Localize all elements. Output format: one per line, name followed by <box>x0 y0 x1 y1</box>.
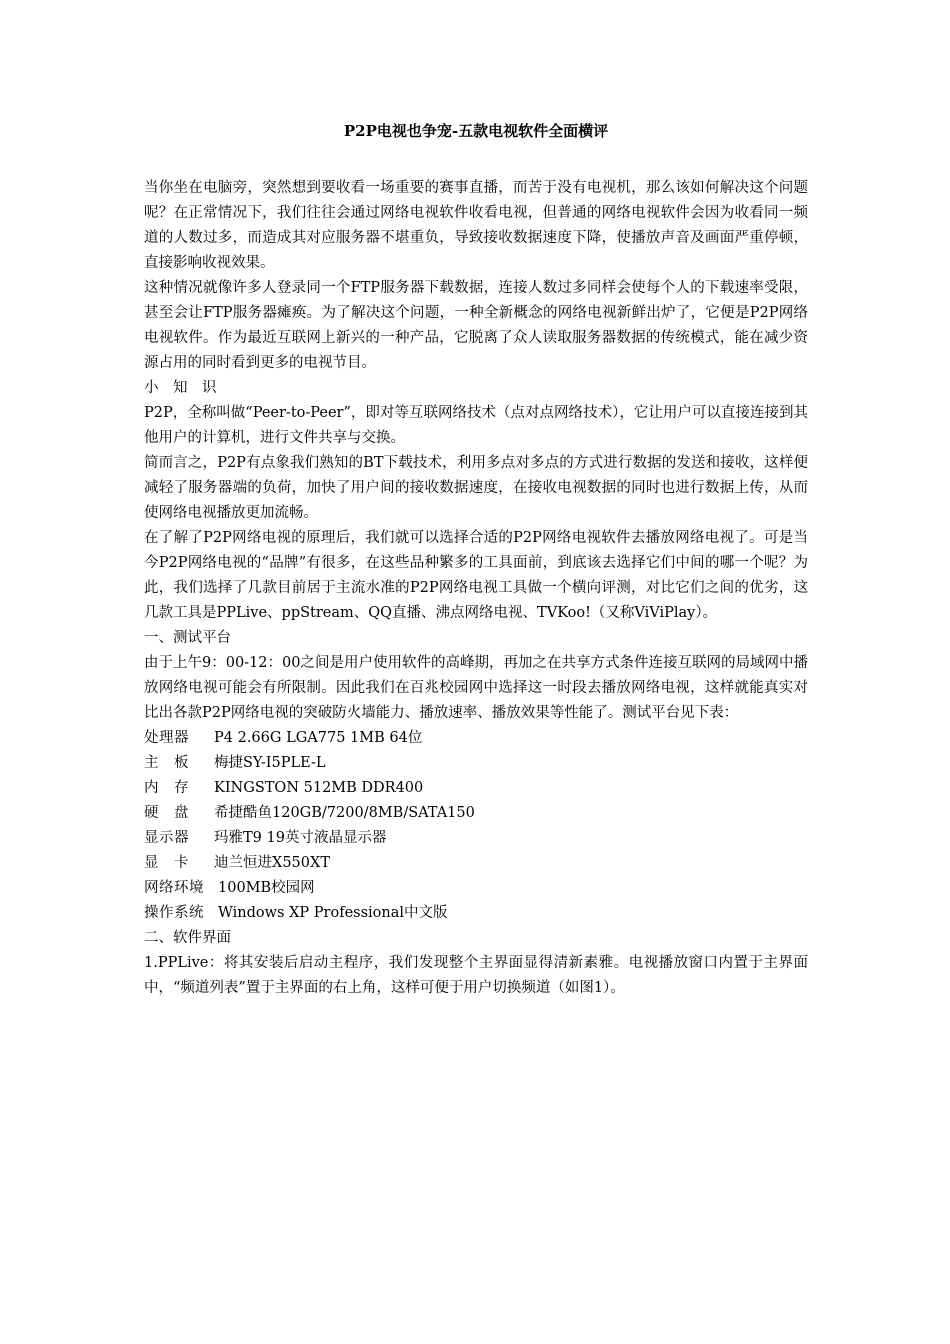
knowledge-paragraph-2: 简而言之，P2P有点象我们熟知的BT下载技术，利用多点对多点的方式进行数据的发送和接收，这样便减轻了服务器端的负荷，加快了用户间的接收数据速度，在接收电视数据的同时也进行数据上传，从而使网络电视播放更加流畅。 <box>144 455 808 521</box>
spec-row <box>144 801 808 826</box>
section2-paragraph: 1.PPLive：将其安装后启动主程序，我们发现整个主界面显得清新素雅。电视播放窗口内置于主界面中，“频道列表”置于主界面的右上角，这样可便于用户切换频道（如图1）。 <box>144 955 808 996</box>
spec-value: KINGSTON 512MB DDR400 <box>214 780 424 796</box>
section2-heading: 二、软件界面 <box>144 930 231 946</box>
section1-heading: 一、测试平台 <box>144 630 231 646</box>
intro-paragraph-1: 当你坐在电脑旁，突然想到要收看一场重要的赛事直播，而苦于没有电视机，那么该如何解决这个问题呢？在正常情况下，我们往往会通过网络电视软件收看电视，但普通的网络电视软件会因为收看同一频道的人数过多，而造成其对应服务器不堪重负，导致接收数据速度下降，使播放声音及画面严重停顿，直接影响收视效果。 <box>144 180 808 271</box>
spec-row <box>144 851 808 876</box>
spec-value: 100MB校园网 <box>218 880 315 896</box>
spec-row <box>144 726 808 751</box>
document-title: P2P电视也争宠-五款电视软件全面横评 <box>343 122 609 140</box>
spec-label: 内 存 <box>144 780 189 796</box>
knowledge-paragraph-1: P2P，全称叫做“Peer-to-Peer”，即对等互联网络技术（点对点网络技术），它让用户可以直接连接到其他用户的计算机，进行文件共享与交换。 <box>144 405 808 446</box>
spec-label: 显 卡 <box>144 855 189 871</box>
spec-row <box>144 751 808 776</box>
spec-value: 希捷酷鱼120GB/7200/8MB/SATA150 <box>214 805 475 821</box>
spec-label: 操作系统 <box>144 905 204 921</box>
knowledge-heading: 小 知 识 <box>144 380 217 396</box>
section1-paragraph: 由于上午9：00-12：00之间是用户使用软件的高峰期，再加之在共享方式条件连接互联网的局域网中播放网络电视可能会有所限制。因此我们在百兆校园网中选择这一时段去播放网络电视，这样就能真实对比出各款P2P网络电视的突破防火墙能力、播放速率、播放效果等性能了。测试平台见下表： <box>144 655 808 721</box>
spec-label: 网络环境 <box>144 880 204 896</box>
spec-value: P4 2.66G LGA775 1MB 64位 <box>214 730 423 746</box>
spec-row <box>144 876 808 901</box>
spec-value: 玛雅T9 19英寸液晶显示器 <box>214 830 387 846</box>
spec-value: 梅捷SY-I5PLE-L <box>214 755 326 771</box>
spec-label: 显示器 <box>144 830 189 846</box>
spec-row <box>144 826 808 851</box>
spec-value: Windows XP Professional中文版 <box>218 905 448 921</box>
spec-label: 处理器 <box>144 730 189 746</box>
document-page <box>144 120 808 1001</box>
spec-value: 迪兰恒进X550XT <box>214 855 330 871</box>
knowledge-paragraph-3: 在了解了P2P网络电视的原理后，我们就可以选择合适的P2P网络电视软件去播放网络电视了。可是当今P2P网络电视的“品牌”有很多，在这些品种繁多的工具面前，到底该去选择它们中间的哪一个呢？为此，我们选择了几款目前居于主流水准的P2P网络电视工具做一个横向评测，对比它们之间的优劣，这几款工具是PPLive、ppStream、QQ直播、沸点网络电视、TVKoo!（又称ViViPlay）。 <box>144 530 808 621</box>
spec-label: 主 板 <box>144 755 189 771</box>
intro-paragraph-2: 这种情况就像许多人登录同一个FTP服务器下载数据，连接人数过多同样会使每个人的下载速率受限，甚至会让FTP服务器瘫痪。为了解决这个问题，一种全新概念的网络电视新鲜出炉了，它便是P2P网络电视软件。作为最近互联网上新兴的一种产品，它脱离了众人读取服务器数据的传统模式，能在减少资源占用的同时看到更多的电视节目。 <box>144 280 808 371</box>
spec-row <box>144 776 808 801</box>
spec-label: 硬 盘 <box>144 805 189 821</box>
spec-row <box>144 901 808 926</box>
spec-list <box>144 726 808 926</box>
